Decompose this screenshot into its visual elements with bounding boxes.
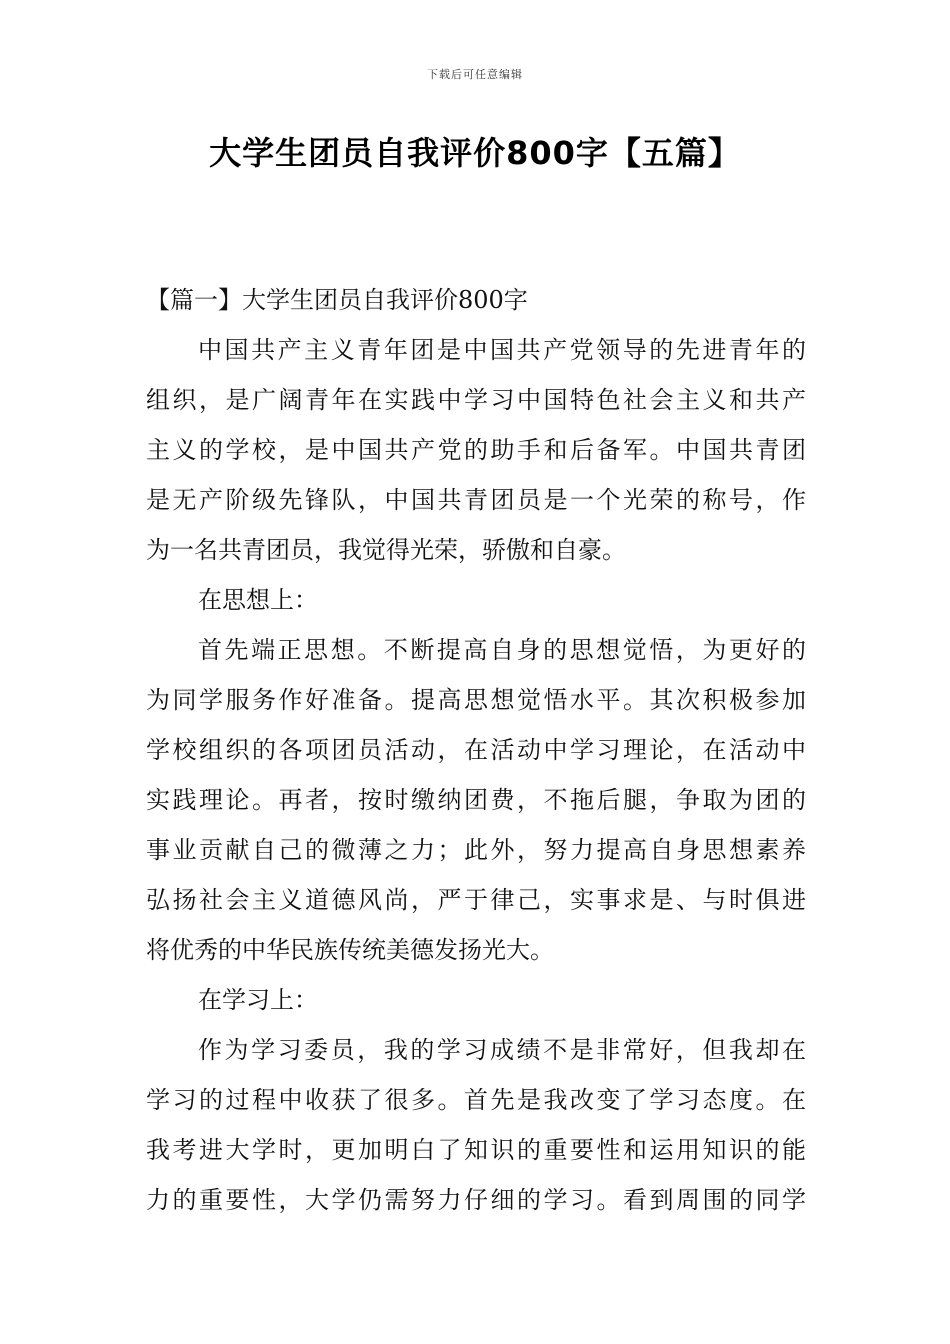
- document-body: [146, 280, 806, 1230]
- body-line: 在学习上：: [198, 986, 318, 1014]
- body-line: 首先端正思想。不断提高自身的思想觉悟，为更好的: [198, 636, 806, 664]
- body-line: 学校组织的各项团员活动，在活动中学习理论，在活动中: [146, 736, 806, 764]
- body-line: 主义的学校，是中国共产党的助手和后备军。中国共青团: [146, 436, 806, 464]
- body-line: 组织，是广阔青年在实践中学习中国特色社会主义和共产: [146, 386, 806, 414]
- body-line: 力的重要性，大学仍需努力仔细的学习。看到周围的同学: [146, 1186, 806, 1214]
- header-note: 下载后可任意编辑: [427, 68, 523, 81]
- body-line: 在思想上：: [198, 586, 318, 614]
- body-line: 事业贡献自己的微薄之力；此外，努力提高自身思想素养: [146, 836, 806, 864]
- body-line: 为一名共青团员，我觉得光荣，骄傲和自豪。: [146, 536, 626, 564]
- body-line: 是无产阶级先锋队，中国共青团员是一个光荣的称号，作: [146, 486, 806, 514]
- body-line: 弘扬社会主义道德风尚，严于律己，实事求是、与时俱进: [146, 886, 806, 914]
- body-line: 实践理论。再者，按时缴纳团费，不拖后腿，争取为团的: [146, 786, 806, 814]
- body-line: 学习的过程中收获了很多。首先是我改变了学习态度。在: [146, 1086, 806, 1114]
- body-line: 中国共产主义青年团是中国共产党领导的先进青年的: [198, 336, 806, 364]
- document-title: 大学生团员自我评价800字【五篇】: [209, 134, 741, 172]
- body-line: 【篇一】大学生团员自我评价800字: [146, 286, 528, 314]
- body-line: 作为学习委员，我的学习成绩不是非常好，但我却在: [198, 1036, 806, 1064]
- body-line: 我考进大学时，更加明白了知识的重要性和运用知识的能: [146, 1136, 806, 1164]
- body-line: 将优秀的中华民族传统美德发扬光大。: [146, 936, 554, 964]
- body-line: 为同学服务作好准备。提高思想觉悟水平。其次积极参加: [146, 686, 806, 714]
